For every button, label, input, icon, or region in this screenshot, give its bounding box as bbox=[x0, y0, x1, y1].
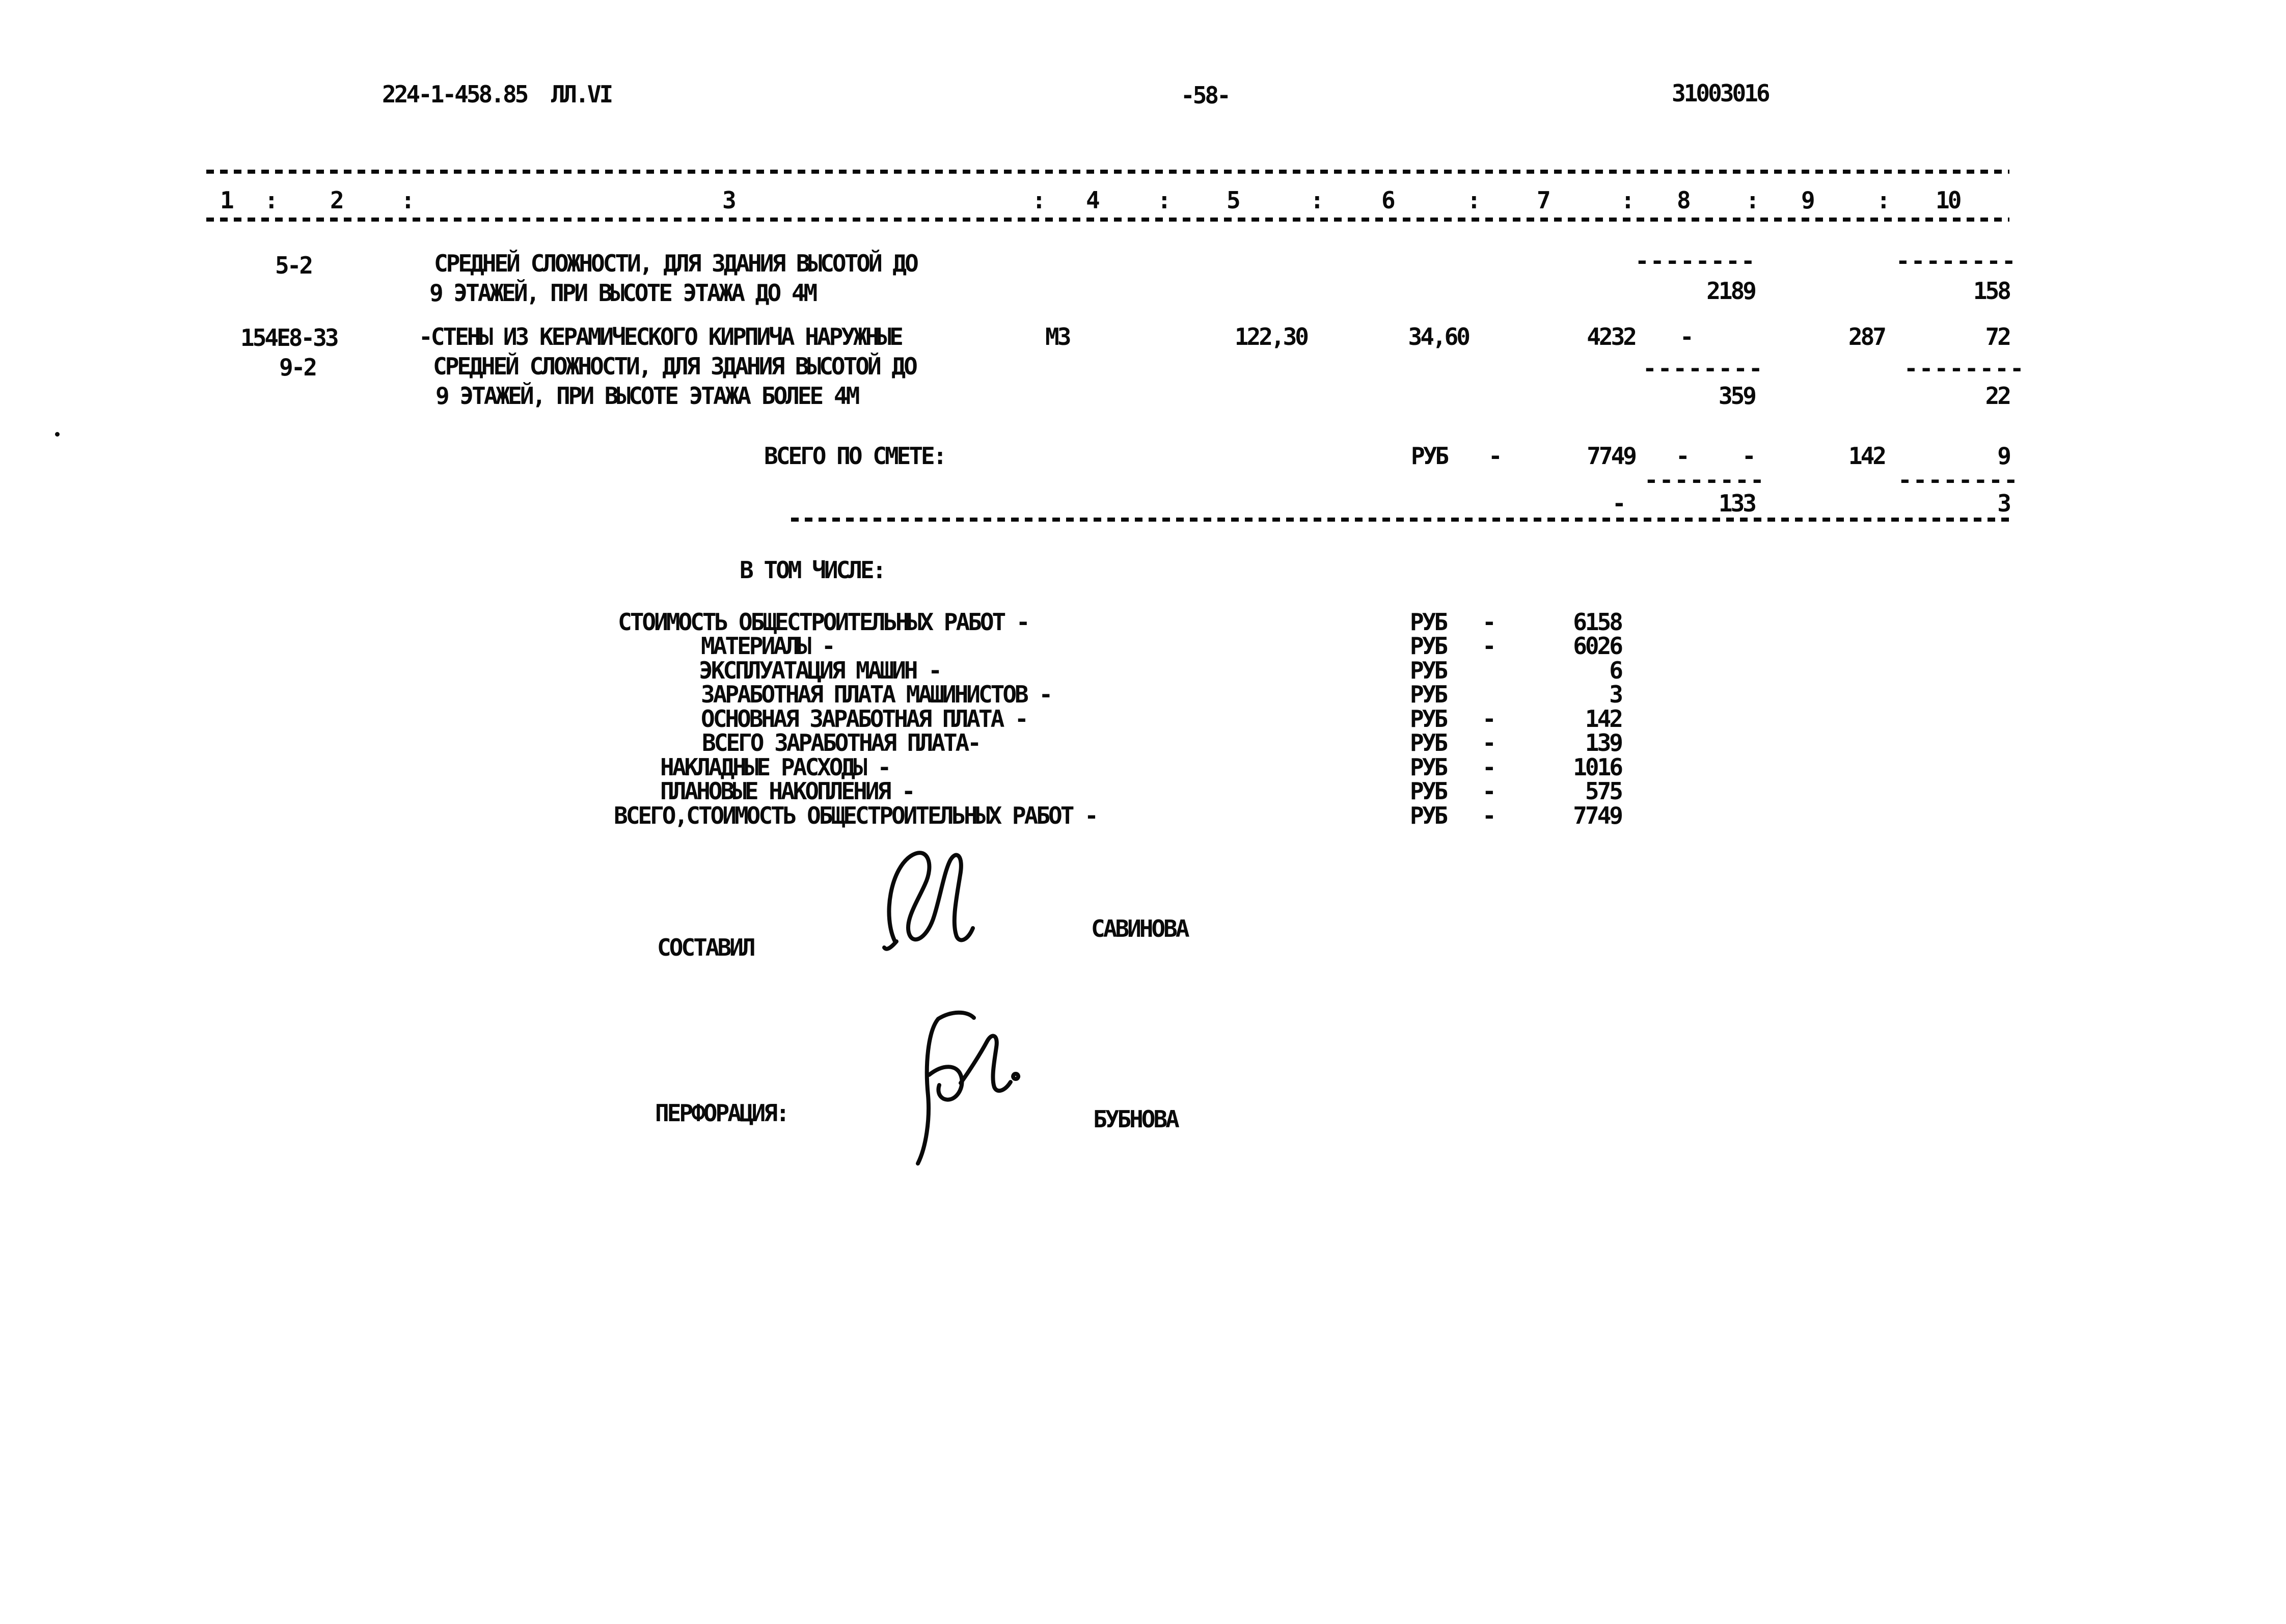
perforation-label: ПЕРФОРАЦИЯ: bbox=[655, 1099, 788, 1127]
table-header-bottom-rule bbox=[206, 218, 2009, 222]
breakdown-item-value: 6026 bbox=[1573, 632, 1621, 660]
composed-by-label: СОСТАВИЛ bbox=[657, 934, 754, 961]
total-col8-overline: -------- bbox=[1644, 466, 1765, 494]
breakdown-item-label: СТОИМОСТЬ ОБЩЕСТРОИТЕЛЬНЫХ РАБОТ - bbox=[618, 608, 1028, 636]
breakdown-item-label: МАТЕРИАЛЫ - bbox=[701, 632, 834, 660]
table-header-top-rule bbox=[206, 170, 2009, 174]
column-separator: : bbox=[1032, 186, 1044, 214]
breakdown-item-value: 139 bbox=[1585, 729, 1621, 756]
row2-col8-subvalue: 359 bbox=[1718, 382, 1755, 410]
row2-col8-mark: - bbox=[1680, 323, 1692, 350]
breakdown-item-value: 6 bbox=[1609, 657, 1621, 684]
breakdown-item-currency: РУБ bbox=[1410, 608, 1447, 636]
row2-col8-overline: -------- bbox=[1643, 355, 1764, 382]
total-label: ВСЕГО ПО СМЕТЕ: bbox=[764, 442, 945, 470]
breakdown-item-label: ВСЕГО,СТОИМОСТЬ ОБЩЕСТРОИТЕЛЬНЫХ РАБОТ - bbox=[614, 802, 1097, 829]
column-separator: : bbox=[1157, 186, 1169, 214]
row1-description-line2: 9 ЭТАЖЕЙ, ПРИ ВЫСОТЕ ЭТАЖА ДО 4М bbox=[429, 279, 816, 307]
breakdown-item-currency: РУБ bbox=[1410, 753, 1447, 781]
breakdown-item-dash: - bbox=[1482, 777, 1494, 805]
breakdown-item-currency: РУБ bbox=[1410, 657, 1447, 684]
breakdown-heading: В ТОМ ЧИСЛЕ: bbox=[740, 556, 885, 584]
row1-col10-value: 158 bbox=[1973, 277, 2009, 305]
breakdown-item-value: 575 bbox=[1585, 777, 1621, 805]
column-header-4: 4 bbox=[1086, 186, 1098, 214]
total-col8-subvalue: 133 bbox=[1718, 490, 1755, 517]
row1-col8-overline: -------- bbox=[1635, 247, 1756, 275]
row2-col10-subvalue: 22 bbox=[1985, 382, 2009, 410]
column-separator: : bbox=[1621, 186, 1633, 214]
column-header-1: 1 bbox=[220, 186, 232, 214]
row2-code-line1: 154Е8-33 bbox=[240, 324, 337, 351]
row1-col10-overline: -------- bbox=[1896, 247, 2017, 275]
row2-unit: М3 bbox=[1045, 323, 1070, 350]
row2-col6-value: 34,60 bbox=[1408, 323, 1468, 350]
document-id: 31003016 bbox=[1672, 79, 1768, 107]
breakdown-item-currency: РУБ bbox=[1410, 729, 1447, 756]
column-header-7: 7 bbox=[1537, 186, 1549, 214]
scan-noise-dot bbox=[55, 432, 60, 437]
perforation-name: БУБНОВА bbox=[1093, 1105, 1178, 1133]
breakdown-item-dash: - bbox=[1482, 705, 1494, 733]
handwritten-signature-bubnova bbox=[907, 988, 1029, 1177]
handwritten-signature-savinova bbox=[881, 835, 988, 963]
total-col10-overline: -------- bbox=[1898, 466, 2019, 494]
breakdown-item-currency: РУБ bbox=[1410, 632, 1447, 660]
column-separator: : bbox=[264, 186, 277, 214]
breakdown-item-value: 7749 bbox=[1573, 802, 1621, 829]
row2-col7-value: 4232 bbox=[1587, 323, 1635, 350]
row2-col10-value: 72 bbox=[1985, 323, 2009, 350]
column-header-8: 8 bbox=[1677, 186, 1689, 214]
page-number: -58- bbox=[1181, 82, 1229, 109]
row2-description-line1: -СТЕНЫ ИЗ КЕРАМИЧЕСКОГО КИРПИЧА НАРУЖНЫЕ bbox=[419, 323, 902, 350]
total-col8-mark: - bbox=[1676, 442, 1688, 470]
breakdown-item-label: ПЛАНОВЫЕ НАКОПЛЕНИЯ - bbox=[660, 777, 914, 805]
row2-col9-value: 287 bbox=[1848, 323, 1885, 350]
column-separator: : bbox=[1467, 186, 1479, 214]
column-separator: : bbox=[1876, 186, 1889, 214]
breakdown-item-value: 142 bbox=[1585, 705, 1621, 733]
row1-col8-value: 2189 bbox=[1706, 277, 1755, 305]
breakdown-item-currency: РУБ bbox=[1410, 802, 1447, 829]
breakdown-item-value: 1016 bbox=[1573, 753, 1621, 781]
total-sub-mark: - bbox=[1612, 490, 1624, 517]
breakdown-item-label: ЗАРАБОТНАЯ ПЛАТА МАШИНИСТОВ - bbox=[701, 681, 1051, 708]
breakdown-item-value: 6158 bbox=[1573, 608, 1621, 636]
column-header-9: 9 bbox=[1801, 186, 1813, 214]
column-separator: : bbox=[1310, 186, 1322, 214]
breakdown-item-label: ОСНОВНАЯ ЗАРАБОТНАЯ ПЛАТА - bbox=[701, 705, 1027, 733]
total-col10-subvalue: 3 bbox=[1997, 490, 2009, 517]
column-header-5: 5 bbox=[1227, 186, 1239, 214]
row1-description-line1: СРЕДНЕЙ СЛОЖНОСТИ, ДЛЯ ЗДАНИЯ ВЫСОТОЙ ДО bbox=[434, 250, 917, 277]
column-header-3: 3 bbox=[722, 186, 734, 214]
total-col9-value: 142 bbox=[1848, 442, 1885, 470]
column-header-2: 2 bbox=[330, 186, 342, 214]
total-col7-value: 7749 bbox=[1587, 442, 1635, 470]
breakdown-item-value: 3 bbox=[1609, 681, 1621, 708]
breakdown-item-label: НАКЛАДНЫЕ РАСХОДЫ - bbox=[660, 753, 890, 781]
breakdown-item-currency: РУБ bbox=[1410, 777, 1447, 805]
breakdown-item-dash: - bbox=[1482, 632, 1494, 660]
row2-description-line2: СРЕДНЕЙ СЛОЖНОСТИ, ДЛЯ ЗДАНИЯ ВЫСОТОЙ ДО bbox=[433, 353, 916, 380]
column-header-6: 6 bbox=[1381, 186, 1394, 214]
breakdown-item-currency: РУБ bbox=[1410, 681, 1447, 708]
total-col10-value: 9 bbox=[1997, 442, 2009, 470]
breakdown-item-label: ЭКСПЛУАТАЦИЯ МАШИН - bbox=[699, 657, 940, 684]
column-separator: : bbox=[401, 186, 413, 214]
column-header-10: 10 bbox=[1936, 186, 1960, 214]
breakdown-item-dash: - bbox=[1482, 753, 1494, 781]
row2-description-line3: 9 ЭТАЖЕЙ, ПРИ ВЫСОТЕ ЭТАЖА БОЛЕЕ 4М bbox=[436, 382, 858, 410]
breakdown-item-dash: - bbox=[1482, 729, 1494, 756]
total-dash: - bbox=[1488, 442, 1501, 470]
composed-by-name: САВИНОВА bbox=[1091, 915, 1188, 942]
breakdown-item-dash: - bbox=[1482, 608, 1494, 636]
row2-col5-value: 122,30 bbox=[1234, 323, 1307, 350]
breakdown-item-currency: РУБ bbox=[1410, 705, 1447, 733]
breakdown-item-label: ВСЕГО ЗАРАБОТНАЯ ПЛАТА- bbox=[702, 729, 979, 756]
column-separator: : bbox=[1746, 186, 1758, 214]
row1-code: 5-2 bbox=[275, 252, 312, 279]
breakdown-item-dash: - bbox=[1482, 802, 1494, 829]
document-code: 224-1-458.85 ЛЛ.VI bbox=[382, 80, 612, 108]
total-separator-rule bbox=[791, 518, 2013, 522]
row2-col10-overline: -------- bbox=[1904, 355, 2025, 382]
total-col8b-mark: - bbox=[1742, 442, 1754, 470]
row2-code-line2: 9-2 bbox=[279, 354, 316, 381]
total-currency: РУБ bbox=[1411, 442, 1448, 470]
